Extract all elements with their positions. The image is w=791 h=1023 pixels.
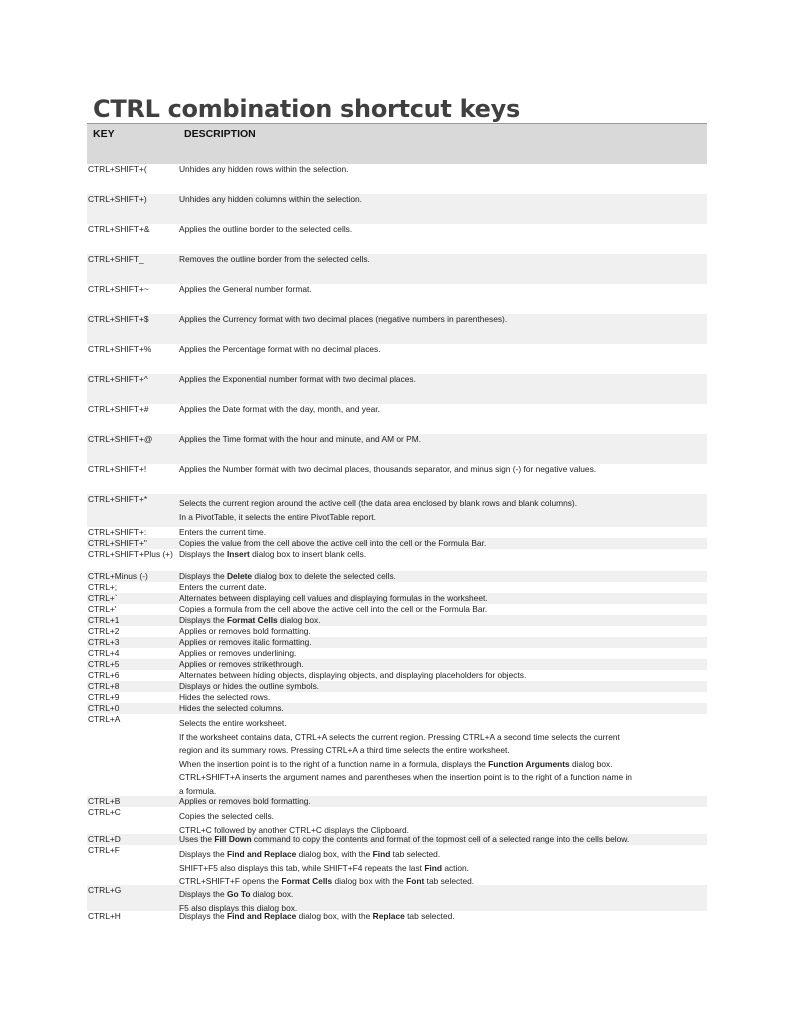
shortcut-key: CTRL+SHIFT+&: [88, 224, 150, 234]
shortcut-key: CTRL+2: [88, 626, 120, 636]
table-row: [87, 582, 707, 593]
description-line: a formula.: [179, 785, 217, 796]
table-row: [87, 681, 707, 692]
shortcut-description: [179, 626, 707, 637]
shortcut-key: CTRL+SHIFT+Plus (+): [88, 549, 173, 559]
table-row: [87, 344, 707, 374]
shortcut-key: CTRL+`: [88, 593, 118, 603]
table-row: [87, 549, 707, 571]
table-row: [87, 571, 707, 582]
shortcut-key: CTRL+1: [88, 615, 120, 625]
shortcut-description: [179, 637, 707, 648]
description-line: CTRL+SHIFT+A inserts the argument names and parentheses when the insertion point is to the right of a function name in: [179, 772, 632, 782]
description-line: Applies the Percentage format with no decimal places.: [179, 344, 381, 354]
description-line: Hides the selected columns.: [179, 703, 284, 713]
table-row: [87, 464, 707, 494]
description-line: Applies the Number format with two decimal places, thousands separator, and minus sign (-) for negative values.: [179, 464, 597, 474]
shortcut-key: CTRL+H: [88, 911, 121, 921]
shortcut-description: [179, 582, 707, 593]
shortcut-key: CTRL+': [88, 604, 117, 614]
shortcut-key: CTRL+SHIFT+%: [88, 344, 152, 354]
description-line: Displays the Find and Replace dialog box, with the Find tab selected.: [179, 849, 441, 859]
table-row: [87, 494, 707, 527]
shortcut-description: [179, 374, 707, 404]
shortcut-key: CTRL+8: [88, 681, 120, 691]
table-row: [87, 615, 707, 626]
shortcut-key: CTRL+4: [88, 648, 120, 658]
shortcut-key: CTRL+D: [88, 834, 121, 844]
shortcut-key: CTRL+SHIFT+$: [88, 314, 149, 324]
shortcut-key: CTRL+5: [88, 659, 120, 669]
description-line: Displays or hides the outline symbols.: [179, 681, 320, 691]
shortcut-description: [179, 284, 707, 314]
page-title: CTRL combination shortcut keys: [93, 95, 520, 123]
shortcut-key: CTRL+3: [88, 637, 120, 647]
key-column-header: KEY: [93, 128, 115, 140]
description-line: Copies the value from the cell above the active cell into the cell or the Formula Bar.: [179, 538, 487, 548]
shortcut-description: [179, 434, 707, 464]
shortcut-description: [179, 549, 707, 571]
shortcut-key: CTRL+SHIFT+#: [88, 404, 149, 414]
shortcut-key: CTRL+SHIFT+!: [88, 464, 147, 474]
shortcut-description: [179, 648, 707, 659]
description-column-header: DESCRIPTION: [184, 128, 256, 140]
description-line: Displays the Delete dialog box to delete the selected cells.: [179, 571, 396, 581]
table-row: [87, 714, 707, 796]
shortcut-description: [179, 571, 707, 582]
table-row: [87, 314, 707, 344]
shortcut-description: [179, 224, 707, 254]
shortcut-description: [179, 194, 707, 224]
shortcut-key: CTRL+0: [88, 703, 120, 713]
shortcut-description: [179, 314, 707, 344]
table-row: [87, 703, 707, 714]
table-row: [87, 648, 707, 659]
shortcut-key: CTRL+6: [88, 670, 120, 680]
table-row: [87, 659, 707, 670]
description-line: Applies the General number format.: [179, 284, 312, 294]
shortcut-description: [179, 659, 707, 670]
description-line: Applies or removes bold formatting.: [179, 796, 311, 806]
shortcut-key: CTRL+B: [88, 796, 121, 806]
description-line: Alternates between displaying cell values and displaying formulas in the worksheet.: [179, 593, 488, 603]
shortcut-description: [179, 604, 707, 615]
table-row: [87, 637, 707, 648]
shortcut-key: CTRL+SHIFT+(: [88, 164, 147, 174]
table-row: [87, 434, 707, 464]
shortcut-description: [179, 681, 707, 692]
description-line: Unhides any hidden columns within the selection.: [179, 194, 362, 204]
shortcut-key: CTRL+SHIFT_: [88, 254, 144, 264]
shortcut-description: [179, 807, 707, 834]
shortcut-description: [179, 164, 707, 194]
description-line: Applies the Time format with the hour and minute, and AM or PM.: [179, 434, 422, 444]
description-line: Applies the Exponential number format with two decimal places.: [179, 374, 416, 384]
shortcut-description: [179, 885, 707, 911]
table-row: [87, 164, 707, 194]
shortcut-table: [87, 123, 707, 922]
shortcut-key: CTRL+SHIFT+": [88, 538, 147, 548]
shortcut-description: [179, 254, 707, 284]
shortcut-description: [179, 911, 707, 922]
description-line: If the worksheet contains data, CTRL+A selects the current region. Pressing CTRL+A a second time selects the current: [179, 731, 620, 742]
shortcut-key: CTRL+SHIFT+^: [88, 374, 148, 384]
shortcut-description: [179, 527, 707, 538]
description-line: Enters the current time.: [179, 527, 267, 537]
shortcut-key: CTRL+G: [88, 885, 122, 895]
shortcut-key: CTRL+SHIFT+): [88, 194, 147, 204]
table-row: [87, 834, 707, 845]
description-line: Selects the current region around the active cell (the data area enclosed by blank rows and blank columns).: [179, 498, 578, 508]
description-line: Selects the entire worksheet.: [179, 718, 287, 728]
table-row: [87, 527, 707, 538]
shortcut-description: [179, 692, 707, 703]
table-row: [87, 593, 707, 604]
shortcut-description: [179, 464, 707, 494]
description-line: Applies the Currency format with two decimal places (negative numbers in parentheses).: [179, 314, 508, 324]
shortcut-key: CTRL+Minus (-): [88, 571, 148, 581]
description-line: Applies the Date format with the day, month, and year.: [179, 404, 380, 414]
shortcut-key: CTRL+SHIFT+:: [88, 527, 147, 537]
shortcut-description: [179, 404, 707, 434]
table-row: [87, 194, 707, 224]
shortcut-description: [179, 494, 707, 527]
table-row: [87, 374, 707, 404]
shortcut-key: CTRL+SHIFT+*: [88, 494, 148, 504]
shortcut-description: [179, 796, 707, 807]
description-line: Hides the selected rows.: [179, 692, 271, 702]
shortcut-description: [179, 703, 707, 714]
table-row: [87, 845, 707, 885]
shortcut-key: CTRL+F: [88, 845, 120, 855]
description-line: Copies the selected cells.: [179, 811, 274, 821]
description-line: When the insertion point is to the right of a function name in a formula, displays the Function Arguments dialog box.: [179, 758, 613, 769]
table-row: [87, 626, 707, 637]
shortcut-description: [179, 714, 707, 796]
table-header: [87, 123, 707, 164]
shortcut-description: [179, 538, 707, 549]
table-row: [87, 284, 707, 314]
table-row: [87, 692, 707, 703]
table-row: [87, 796, 707, 807]
description-line: Displays the Format Cells dialog box.: [179, 615, 321, 625]
table-row: [87, 670, 707, 681]
table-row: [87, 885, 707, 911]
description-line: Uses the Fill Down command to copy the contents and format of the topmost cell of a selected range into the cells below.: [179, 834, 630, 844]
description-line: Applies the outline border to the selected cells.: [179, 224, 353, 234]
table-row: [87, 538, 707, 549]
table-row: [87, 911, 707, 922]
table-row: [87, 404, 707, 434]
description-line: Unhides any hidden rows within the selection.: [179, 164, 349, 174]
description-line: In a PivotTable, it selects the entire PivotTable report.: [179, 511, 376, 522]
description-line: Displays the Insert dialog box to insert blank cells.: [179, 549, 367, 559]
table-row: [87, 254, 707, 284]
description-line: Copies a formula from the cell above the active cell into the cell or the Formula Bar.: [179, 604, 488, 614]
description-line: Displays the Find and Replace dialog box, with the Replace tab selected.: [179, 911, 455, 921]
description-line: CTRL+C followed by another CTRL+C displays the Clipboard.: [179, 824, 409, 835]
description-line: Applies or removes underlining.: [179, 648, 297, 658]
description-line: Applies or removes bold formatting.: [179, 626, 311, 636]
description-line: Alternates between hiding objects, displaying objects, and displaying placeholders for objects.: [179, 670, 527, 680]
shortcut-key: CTRL+;: [88, 582, 118, 592]
description-line: Displays the Go To dialog box.: [179, 889, 294, 899]
shortcut-key: CTRL+A: [88, 714, 121, 724]
table-row: [87, 604, 707, 615]
description-line: CTRL+SHIFT+F opens the Format Cells dialog box with the Font tab selected.: [179, 876, 475, 886]
description-line: Applies or removes strikethrough.: [179, 659, 304, 669]
shortcut-key: CTRL+SHIFT+@: [88, 434, 153, 444]
table-body: [87, 164, 707, 922]
table-row: [87, 807, 707, 834]
description-line: SHIFT+F5 also displays this tab, while SHIFT+F4 repeats the last Find action.: [179, 862, 470, 873]
shortcut-description: [179, 670, 707, 681]
description-line: F5 also displays this dialog box.: [179, 902, 298, 913]
shortcut-description: [179, 845, 707, 885]
shortcut-description: [179, 834, 707, 845]
shortcut-key: CTRL+C: [88, 807, 121, 817]
description-line: Applies or removes italic formatting.: [179, 637, 312, 647]
description-line: Removes the outline border from the selected cells.: [179, 254, 370, 264]
description-line: region and its summary rows. Pressing CTRL+A a third time selects the entire worksheet.: [179, 745, 510, 755]
shortcut-description: [179, 344, 707, 374]
shortcut-key: CTRL+9: [88, 692, 120, 702]
shortcut-description: [179, 615, 707, 626]
table-row: [87, 224, 707, 254]
shortcut-description: [179, 593, 707, 604]
shortcut-key: CTRL+SHIFT+~: [88, 284, 149, 294]
description-line: Enters the current date.: [179, 582, 267, 592]
